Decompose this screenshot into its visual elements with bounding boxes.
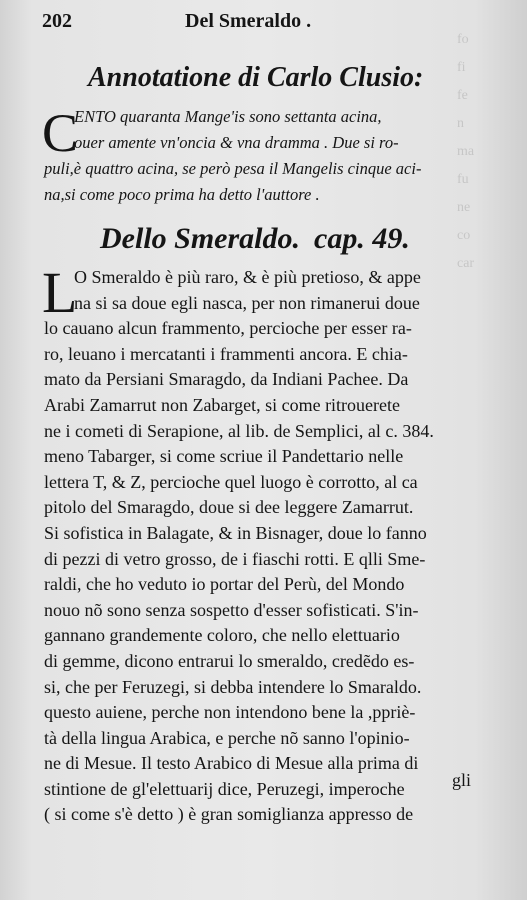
annotation-body [44, 104, 484, 208]
body-line: si, che per Feruzegi, si debba intendere lo Smaraldo. [44, 676, 422, 697]
body-line: nouo nõ sono senza sospetto d'esser sofisticati. S'in- [44, 599, 419, 620]
annotation-dropcap: C [42, 103, 79, 163]
body-line: Si sofistica in Balagate, & in Bisnager, doue lo fanno [44, 522, 427, 543]
annotation-line: ENTO quaranta Mange'is sono settanta acina, [74, 107, 382, 126]
body-line: ro, leuano i mercatanti i frammenti ancora. E chia- [44, 343, 408, 364]
annotation-line: puli,è quattro acina, se però pesa il Mangelis cinque aci- [44, 159, 422, 178]
body-line: di pezzi di vetro grosso, de i fiaschi rotti. E qlli Sme- [44, 548, 426, 569]
body-line: ( si come s'è detto ) è gran somiglianza appresso de [44, 804, 414, 825]
body-line: ne di Mesue. Il testo Arabico di Mesue alla prima di [44, 753, 419, 774]
body-line: mato da Persiani Smaragdo, da Indiani Pachee. Da [44, 369, 409, 390]
annotation-heading: Annotatione di Carlo Clusio: [88, 62, 424, 93]
body-line: lettera T, & Z, percioche quel luogo è corrotto, al ca [44, 471, 418, 492]
body-line: questo auiene, perche non intendono bene la ,ppriè- [44, 702, 416, 723]
body-line: lo cauano alcun frammento, percioche per esser ra- [44, 318, 412, 339]
catchword: gli [452, 770, 472, 790]
body-line: meno Tabarger, si come scriue il Pandettario nelle [44, 446, 404, 467]
chapter-heading [100, 222, 424, 256]
body-line: stintione de gl'elettuarij dice, Peruzegi, imperoche [44, 778, 405, 799]
running-head [0, 10, 527, 40]
chapter-body [42, 260, 494, 828]
body-line: Arabi Zamarrut non Zabarget, si come ritrouerete [44, 394, 401, 415]
page-number: 202 [42, 10, 72, 32]
chapter-number: cap. 49. [314, 222, 410, 255]
bleed-through-text: fo fi fe n ma fu ne co car [457, 32, 475, 271]
running-title: Del Smeraldo . [185, 10, 312, 32]
chapter-dropcap: L [42, 260, 78, 325]
body-line: na si sa doue egli nasca, per non rimanerui doue [74, 292, 420, 313]
body-line: tà della lingua Arabica, e perche nõ sanno l'opinio- [44, 727, 410, 748]
body-line: O Smeraldo è più raro, & è più pretioso, & appe [74, 267, 421, 287]
body-line: raldi, che ho veduto io portar del Perù, del Mondo [44, 574, 405, 595]
body-line: pitolo del Smaragdo, doue si dee leggere Zamarrut. [44, 497, 414, 518]
body-line: di gemme, dicono entrarui lo smeraldo, credẽdo es- [44, 650, 415, 671]
annotation-line: na,si come poco prima ha detto l'auttore . [44, 185, 320, 204]
annotation-line: ouer amente vn'oncia & vna dramma . Due si ro- [74, 133, 399, 152]
body-line: ne i cometi di Serapione, al lib. de Semplici, al c. 384. [44, 420, 434, 441]
chapter-title: Dello Smeraldo. [100, 222, 300, 255]
body-line: gannano grandemente coloro, che nello elettuario [44, 625, 400, 646]
